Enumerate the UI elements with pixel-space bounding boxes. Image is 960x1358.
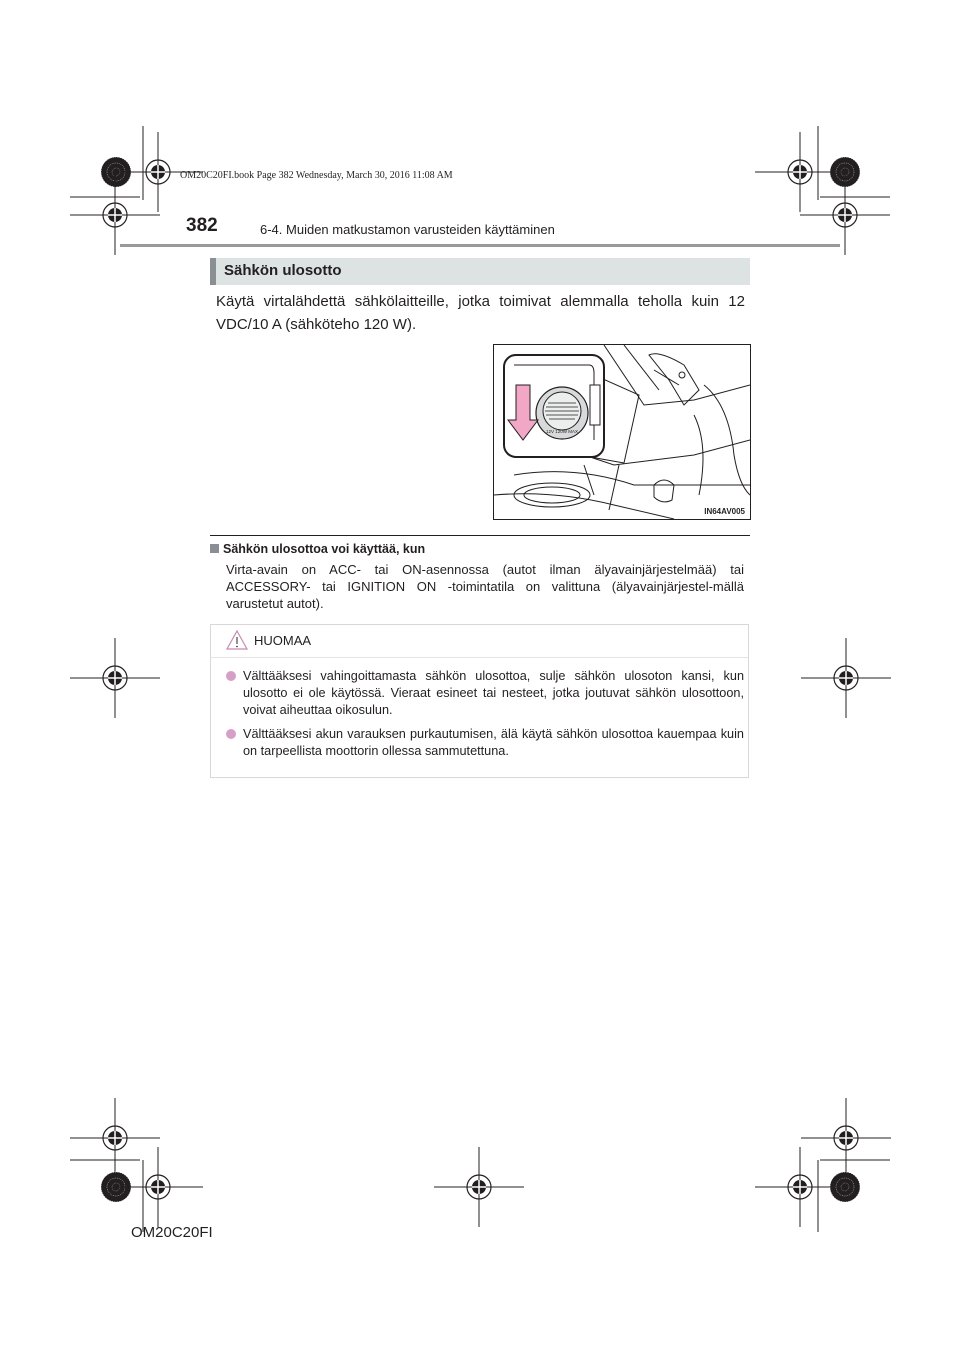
divider <box>210 535 750 536</box>
footer-code: OM20C20FI <box>131 1224 213 1241</box>
subsection-heading-text: Sähkön ulosottoa voi käyttää, kun <box>223 542 426 556</box>
bullet-dot-icon <box>226 671 236 681</box>
warning-icon <box>225 629 249 651</box>
figure-code: IN64AV005 <box>704 507 745 516</box>
intro-paragraph: Käytä virtalähdettä sähkölaitteille, jotka toimivat alemmalla teholla kuin 12 VDC/10 A (sähköteho 120 W). <box>216 293 745 333</box>
notice-item-text: Välttääksesi vahingoittamasta sähkön ulosottoa, sulje sähkön ulosoton kansi, kun ulosotto ei ole käytössä. Vieraat esineet tai nesteet, jotka joutuvat sähkön ulosottoon, voivat aiheuttaa oikosulun. <box>243 669 744 717</box>
notice-header <box>211 625 748 658</box>
book-info: OM20C20FI.book Page 382 Wednesday, March 30, 2016 11:08 AM <box>180 170 453 181</box>
page-number: 382 <box>186 215 218 236</box>
subsection-body: Virta-avain on ACC- tai ON-asennossa (autot ilman älyavainjärjestelmää) tai ACCESSORY- tai IGNITION ON -toimintatila on valittuna (älyavainjärjestel-mällä varustetut autot). <box>226 562 744 611</box>
notice-item <box>226 726 744 760</box>
notice-title: HUOMAA <box>254 633 312 648</box>
power-outlet-illustration <box>494 345 750 519</box>
square-bullet-icon <box>210 544 219 553</box>
bullet-dot-icon <box>226 729 236 739</box>
header-rule <box>120 244 840 247</box>
notice-item-text: Välttääksesi akun varauksen purkautumisen, älä käytä sähkön ulosottoa kauempaa kuin on tarpeellista moottorin ollessa sammutettuna. <box>243 727 744 758</box>
outlet-label: 12V 120W MAX <box>545 429 579 434</box>
power-outlet-figure <box>493 344 751 520</box>
notice-item <box>226 668 744 719</box>
section-heading: Sähkön ulosotto <box>224 262 342 279</box>
subsection-heading <box>210 542 425 556</box>
section-heading-bar <box>210 258 750 285</box>
section-accent <box>210 258 216 285</box>
section-title: 6-4. Muiden matkustamon varusteiden käyttäminen <box>260 222 555 237</box>
notice-box <box>210 624 749 778</box>
